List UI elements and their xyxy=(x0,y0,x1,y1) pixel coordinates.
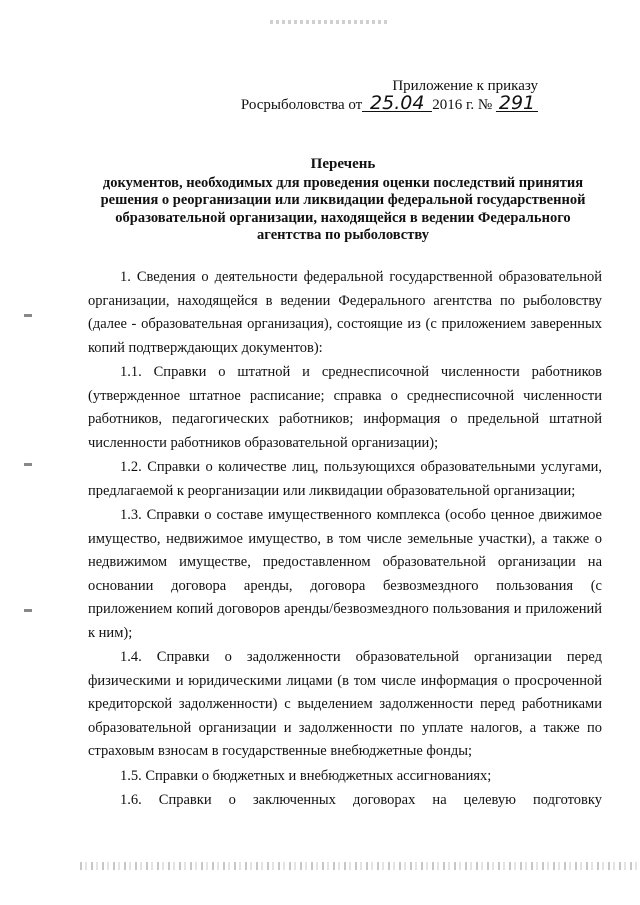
paragraph-1-4: 1.4. Справки о задолженности образовательной организации перед физическими и юридическими лицами (в том числе информация о просроченной кредиторской задолженности) с выделением задолженности перед работниками образовательной организации и задолженности по уплате налогов, а также по страховым взносам в государственные внебюджетные фонды; xyxy=(88,649,602,759)
paragraph-1-2: 1.2. Справки о количестве лиц, пользующихся образовательными услугами, предлагаемой к реорганизации или ликвидации образовательной организации; xyxy=(88,459,602,499)
order-year: 2016 г. № xyxy=(432,97,493,113)
title-heading: Перечень xyxy=(310,156,376,172)
order-prefix: Росрыболовства от xyxy=(240,97,363,113)
margin-mark xyxy=(24,463,32,466)
order-reference xyxy=(240,92,538,114)
document-body xyxy=(88,266,602,813)
paragraph-1-1: 1.1. Справки о штатной и среднесписочной численности работников (утвержденное штатное расписание; справка о среднесписочной численности работников, педагогических работников; информация о предельной штатной численности работников образовательной организации); xyxy=(88,364,602,451)
paragraph-1: 1. Сведения о деятельности федеральной государственной образовательной организации, находящейся в ведении Федерального агентства по рыболовству (далее - образовательная организация), состоящие из (с приложением заверенных копий подтверждающих документов): xyxy=(88,269,602,356)
paragraph-1-5: 1.5. Справки о бюджетных и внебюджетных ассигнованиях; xyxy=(120,767,492,784)
margin-mark xyxy=(24,314,32,317)
title-subtitle: документов, необходимых для проведения оценки последствий принятия решения о реорганизации или ликвидации федеральной государственной образовательной организации, находящейся в ведении Федерального агентства по рыболовству xyxy=(100,174,586,243)
order-appendix-header xyxy=(241,77,538,114)
scan-artifact xyxy=(270,20,390,24)
paragraph-1-6: 1.6. Справки о заключенных договорах на целевую подготовку xyxy=(120,792,602,808)
appendix-label: Приложение к приказу xyxy=(392,78,538,94)
scan-artifact xyxy=(80,862,640,870)
handwritten-date: 25.04 xyxy=(362,95,432,112)
document-title xyxy=(98,156,588,245)
margin-mark xyxy=(24,609,32,612)
handwritten-order-number: 291 xyxy=(496,95,538,112)
paragraph-1-3: 1.3. Справки о составе имущественного комплекса (особо ценное движимое имущество, недвижимое имущество, в том числе земельные участки), а также о недвижимом имуществе, предоставленном образовательной организации на основании договора аренды, договора безвозмездного пользования (с приложением копий договоров аренды/безвозмездного пользования и приложений к ним); xyxy=(88,507,602,641)
